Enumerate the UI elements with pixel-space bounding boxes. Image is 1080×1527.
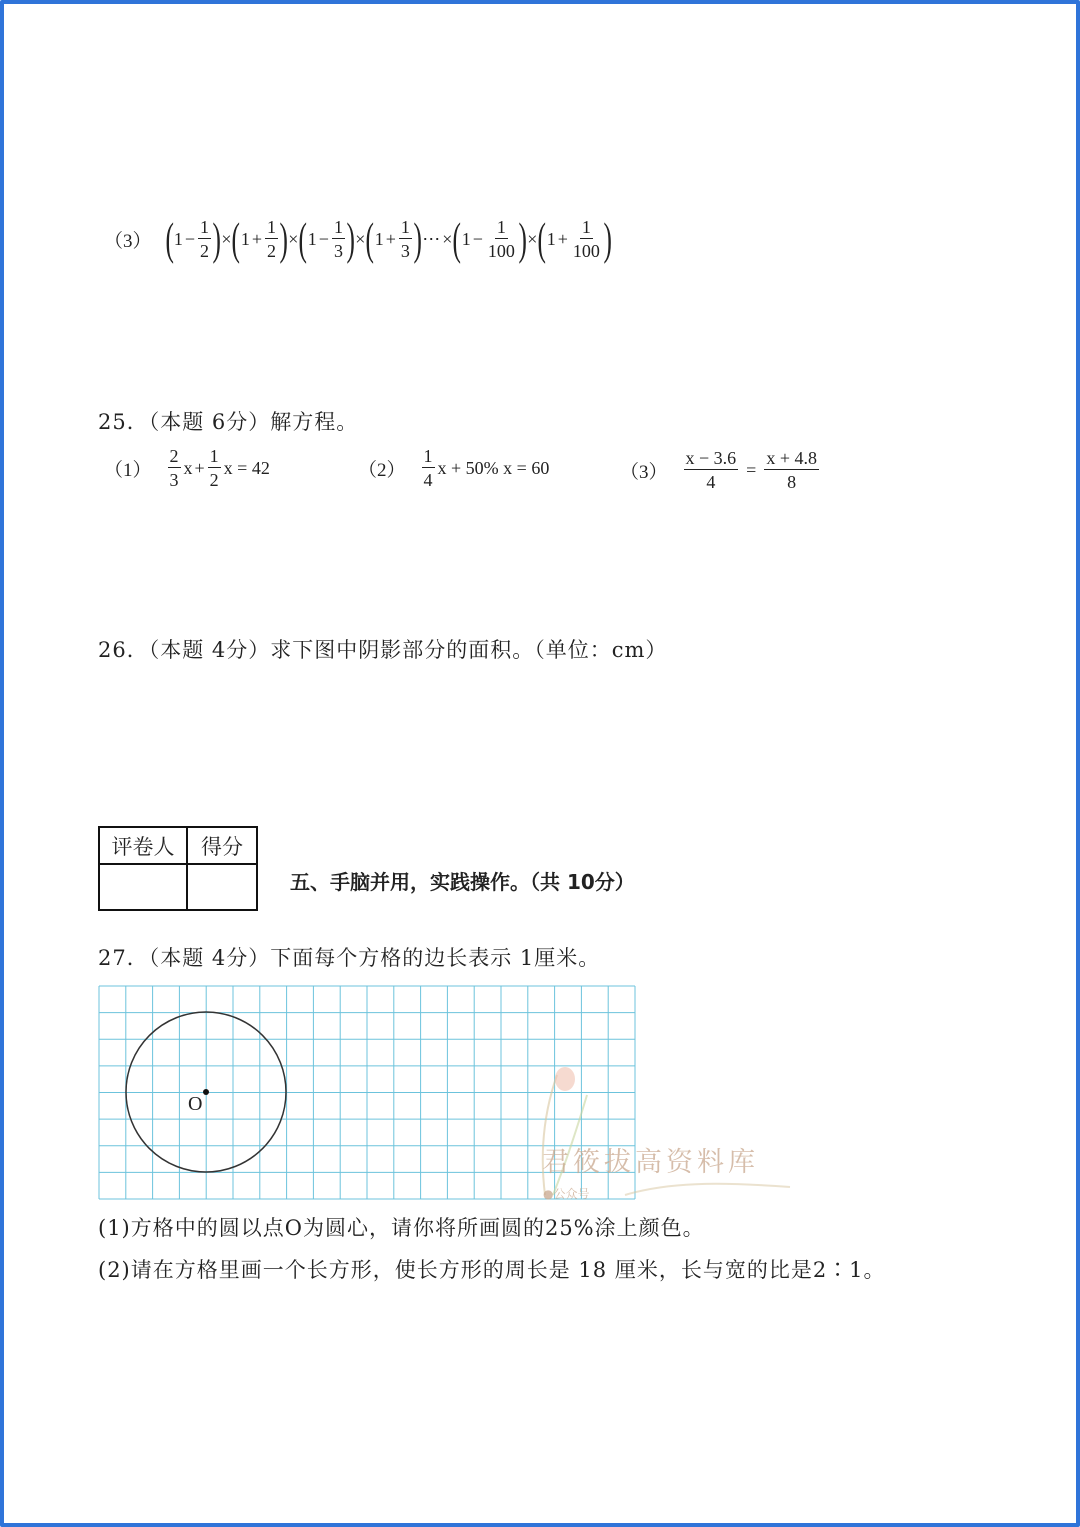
factor bbox=[452, 213, 527, 264]
one: 1 bbox=[461, 228, 471, 249]
fraction: $\frac{2}{3}$ bbox=[169, 446, 179, 490]
denominator: 100 bbox=[487, 241, 515, 261]
ellipsis: ⋯ bbox=[422, 228, 441, 249]
score-table bbox=[98, 826, 258, 911]
fraction bbox=[571, 218, 602, 260]
one: 1 bbox=[374, 228, 384, 249]
right-paren: ) bbox=[212, 213, 221, 264]
q26-title: 26．（本题 4分）求下图中阴影部分的面积。（单位：cm） bbox=[98, 638, 668, 662]
operator: + bbox=[557, 228, 568, 249]
watermark-brand: 君筱拔高资料库 bbox=[542, 1147, 759, 1178]
denominator: 100 bbox=[572, 241, 600, 261]
operator: − bbox=[318, 228, 329, 249]
right-paren: ) bbox=[603, 213, 612, 264]
one: 1 bbox=[240, 228, 250, 249]
denominator: 3 bbox=[400, 241, 410, 261]
numerator: 1 bbox=[333, 217, 343, 237]
grader-header: 评卷人 bbox=[99, 827, 187, 864]
q24-part3 bbox=[104, 213, 612, 264]
numerator: 1 bbox=[400, 217, 410, 237]
times-sign: × bbox=[442, 228, 453, 249]
q25-part2: （2） $\frac{1}{4}$ x + 50% x = 60 bbox=[358, 446, 550, 490]
expression-terms bbox=[164, 213, 612, 264]
factor bbox=[365, 213, 422, 264]
one: 1 bbox=[546, 228, 556, 249]
left-paren: ( bbox=[231, 213, 241, 264]
center-label: O bbox=[188, 1093, 203, 1115]
left-paren: ( bbox=[452, 213, 462, 264]
times-sign: × bbox=[221, 228, 232, 249]
operator: − bbox=[472, 228, 483, 249]
fraction bbox=[265, 218, 278, 260]
q25-part3: （3） $\frac{x - 3.6}{4}$ = $\frac{x + 4.8}{8}$ bbox=[620, 448, 817, 492]
denominator: 2 bbox=[266, 241, 276, 261]
fraction: $\frac{x + 4.8}{8}$ bbox=[766, 448, 817, 492]
part-label: （3） bbox=[620, 461, 668, 483]
center-point bbox=[203, 1089, 209, 1095]
fraction: $\frac{1}{4}$ bbox=[423, 446, 433, 490]
denominator: 3 bbox=[333, 241, 343, 261]
q27-sub1: (1)方格中的圆以点O为圆心，请你将所画圆的25%涂上颜色。 bbox=[98, 1216, 705, 1240]
factor bbox=[537, 213, 612, 264]
left-paren: ( bbox=[164, 213, 174, 264]
q25-part1: （1） $\frac{2}{3}$ x + $\frac{1}{2}$ x = 42 bbox=[104, 446, 270, 490]
operator: − bbox=[184, 228, 195, 249]
numerator: 1 bbox=[581, 217, 591, 237]
watermark-tag: ●公众号 bbox=[543, 1187, 590, 1201]
right-paren: ) bbox=[518, 213, 527, 264]
one: 1 bbox=[307, 228, 317, 249]
score-header: 得分 bbox=[187, 827, 257, 864]
fraction bbox=[486, 218, 517, 260]
factor bbox=[231, 213, 288, 264]
fraction bbox=[399, 218, 412, 260]
numerator: 1 bbox=[496, 217, 506, 237]
q25-title: 25．（本题 6分）解方程。 bbox=[98, 410, 359, 434]
part-label: （3） bbox=[104, 230, 152, 252]
score-cell[interactable] bbox=[187, 864, 257, 910]
numerator: 1 bbox=[200, 217, 209, 237]
denominator: 2 bbox=[200, 241, 209, 261]
q24-expression bbox=[104, 213, 612, 264]
operator: + bbox=[251, 228, 262, 249]
part-label: （1） bbox=[104, 459, 152, 481]
times-sign: × bbox=[288, 228, 299, 249]
q27-title: 27．（本题 4分）下面每个方格的边长表示 1厘米。 bbox=[98, 946, 601, 970]
fraction: $\frac{x - 3.6}{4}$ bbox=[685, 448, 737, 492]
numerator: 1 bbox=[266, 217, 276, 237]
grader-cell[interactable] bbox=[99, 864, 187, 910]
left-paren: ( bbox=[365, 213, 375, 264]
fraction bbox=[332, 218, 345, 260]
factor bbox=[164, 213, 221, 264]
one: 1 bbox=[173, 228, 183, 249]
part-label: （2） bbox=[358, 459, 406, 481]
right-paren: ) bbox=[346, 213, 355, 264]
watermark-logo bbox=[505, 1065, 795, 1205]
times-sign: × bbox=[527, 228, 538, 249]
right-paren: ) bbox=[413, 213, 422, 264]
section5-title: 五、手脑并用，实践操作。（共 10分） bbox=[290, 870, 635, 894]
fraction: $\frac{1}{2}$ bbox=[209, 446, 219, 490]
fraction bbox=[198, 218, 211, 260]
operator: + bbox=[385, 228, 396, 249]
left-paren: ( bbox=[298, 213, 308, 264]
q27-sub2: (2)请在方格里画一个长方形，使长方形的周长是 18 厘米，长与宽的比是2∶1。 bbox=[98, 1258, 886, 1282]
right-paren: ) bbox=[279, 213, 288, 264]
left-paren: ( bbox=[537, 213, 547, 264]
times-sign: × bbox=[355, 228, 366, 249]
factor bbox=[298, 213, 355, 264]
